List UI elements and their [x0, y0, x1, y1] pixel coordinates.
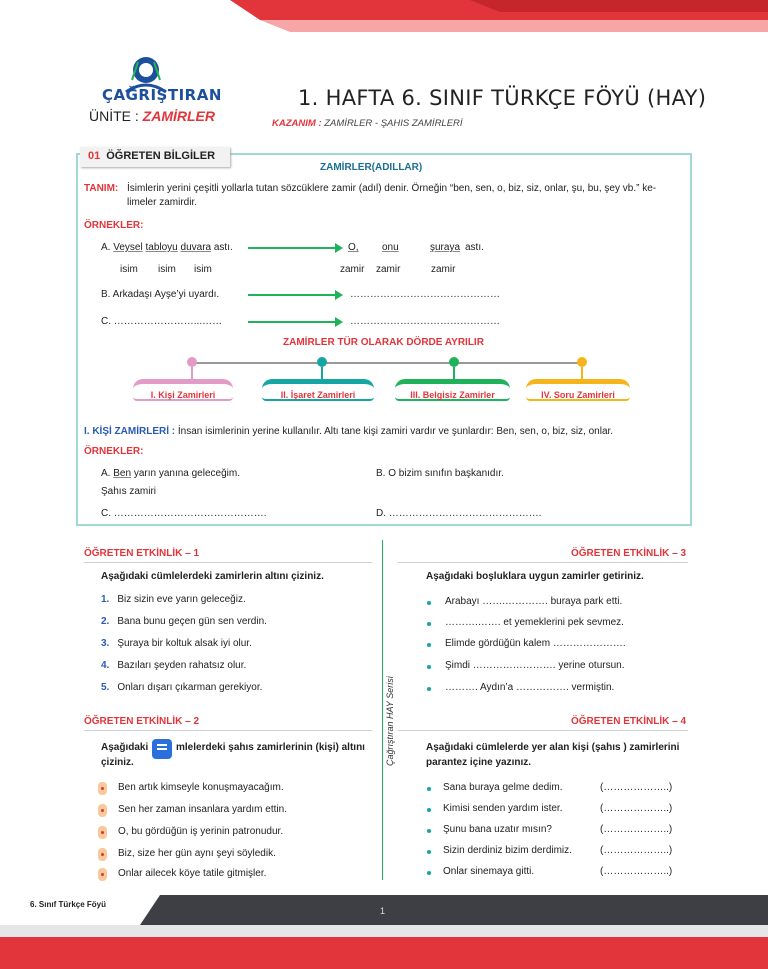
kisi-label: I. KİŞİ ZAMİRLERİ :	[84, 426, 176, 437]
kisi-example-a-rest: yarın yanına geleceğim.	[133, 468, 240, 479]
act2-instruction-c: çiziniz.	[101, 757, 134, 768]
bullet-icon	[427, 643, 431, 647]
act4-instruction-a: Aşağıdaki cümlelerde yer alan kişi (şahıs ) zamirlerini	[426, 742, 680, 753]
list-item: Arabayı …….…………. buraya park etti.	[445, 596, 623, 607]
list-item	[101, 660, 246, 671]
act1-instruction: Aşağıdaki cümlelerdeki zamirlerin altını çiziniz.	[101, 571, 324, 582]
arrow-c	[248, 321, 336, 323]
types-node	[317, 357, 327, 367]
example-a	[101, 242, 233, 253]
item-text: Biz sizin eve yarın geleceğiz.	[117, 594, 246, 605]
zamir-label: zamir	[340, 264, 365, 275]
column-divider	[382, 540, 383, 880]
types-node	[187, 357, 197, 367]
top-banner	[0, 0, 768, 32]
kazanim-label: KAZANIM :	[272, 118, 322, 129]
kisi-example-d: D. ……………………………………….	[376, 508, 542, 519]
example-c: C. ……………………...……	[101, 316, 223, 327]
list-item: Kimisi senden yardım ister.	[443, 803, 563, 814]
kisi-example-a-note: Şahıs zamiri	[101, 486, 157, 497]
list-item: Şimdi ……………………. yerine otursun.	[445, 660, 625, 671]
list-item: Elimde gördüğün kalem ………………….	[445, 638, 626, 649]
item-number: 3.	[101, 638, 110, 649]
kisi-paragraph	[84, 426, 684, 437]
page-title: 1. HAFTA 6. SINIF TÜRKÇE FÖYÜ (HAY)	[298, 86, 707, 110]
bullet-icon	[98, 782, 107, 795]
item-text: Bana bunu geçen gün sen verdin.	[117, 616, 267, 627]
zamir-label: zamir	[431, 264, 456, 275]
example-c-blank: ………………………………………	[350, 316, 500, 327]
act3-instruction: Aşağıdaki boşluklara uygun zamirler getiriniz.	[426, 571, 644, 582]
types-stem	[191, 367, 193, 379]
arrow-a	[248, 247, 336, 249]
vertical-series-text: Çağrıştıran HAY Serisi	[385, 676, 395, 766]
list-item: Ben artık kimseyle konuşmayacağım.	[118, 782, 284, 793]
bullet-icon	[427, 829, 431, 833]
type-pill-kisi: I. Kişi Zamirleri	[133, 379, 233, 401]
kisi-text: İnsan isimlerinin yerine kullanılır. Altı tane kişi zamiri vardır ve şunlardır: Ben, sen, o, biz, siz, onlar.	[177, 426, 614, 437]
kisi-example-b: B. O bizim sınıfın başkanıdır.	[376, 468, 504, 479]
type-pill-isaret: II. İşaret Zamirleri	[262, 379, 374, 401]
act2-instruction-b: mlelerdeki şahıs zamirlerinin (kişi) altını	[176, 742, 365, 753]
box-title: ZAMİRLER(ADILLAR)	[320, 162, 423, 173]
answer-blank: (………………..)	[600, 845, 673, 856]
act1-title: ÖĞRETEN ETKİNLİK – 1	[84, 548, 200, 559]
item-text: Şuraya bir koltuk alsak iyi olur.	[117, 638, 252, 649]
kisi-example-a-word: Ben	[113, 468, 132, 479]
bullet-icon	[427, 687, 431, 691]
tanim-label: TANIM:	[84, 183, 119, 194]
comment-icon[interactable]	[152, 739, 172, 759]
section-label: ÖĞRETEN BİLGİLER	[106, 150, 216, 162]
zamir-label: zamir	[376, 264, 401, 275]
act4-title: ÖĞRETEN ETKİNLİK – 4	[570, 716, 686, 727]
example-a-word: astı.	[213, 242, 233, 253]
example-b: B. Arkadaşı Ayşe’yi uyardı.	[101, 289, 220, 300]
bullet-icon	[98, 826, 107, 839]
item-number: 4.	[101, 660, 110, 671]
list-item: O, bu gördüğün iş yerinin patronudur.	[118, 826, 284, 837]
types-node	[577, 357, 587, 367]
act2-instruction-a: Aşağıdaki	[101, 742, 149, 753]
act3-title: ÖĞRETEN ETKİNLİK – 3	[570, 548, 686, 559]
example-a-word: Veysel	[113, 242, 143, 253]
example-b-blank: ………………………………………	[350, 289, 500, 300]
item-text: Bazıları şeyden rahatsız olur.	[117, 660, 247, 671]
example-a-result: astı.	[465, 242, 484, 253]
bullet-icon	[427, 787, 431, 791]
list-item: Onlar ailecek köye tatile gitmişler.	[118, 868, 267, 879]
list-item: Sana buraya gelme dedim.	[443, 782, 563, 793]
kazanim-value: ZAMİRLER - ŞAHIS ZAMİRLERİ	[324, 118, 463, 129]
list-item	[101, 682, 262, 693]
arrow-b	[248, 294, 336, 296]
answer-blank: (………………..)	[600, 803, 673, 814]
tanim-line2: limeler zamirdir.	[127, 197, 198, 208]
ornekler2-label: ÖRNEKLER:	[84, 446, 144, 457]
type-pill-soru: IV. Soru Zamirleri	[526, 379, 630, 401]
bullet-icon	[98, 868, 107, 881]
kisi-example-a-prefix: A.	[101, 468, 111, 479]
types-title: ZAMİRLER TÜR OLARAK DÖRDE AYRILIR	[283, 337, 484, 348]
example-a-prefix: A.	[101, 242, 111, 253]
isim-label: isim	[120, 264, 138, 275]
list-item: Biz, size her gün aynı şeyi söyledik.	[118, 848, 276, 859]
list-item	[101, 616, 267, 627]
types-node	[449, 357, 459, 367]
list-item: Sizin derdiniz bizim derdimiz.	[443, 845, 572, 856]
example-a-word: tabloyu	[145, 242, 178, 253]
page-number: 1	[380, 906, 386, 916]
logo-text: ÇAĞRIŞTIRAN	[102, 86, 222, 104]
bullet-icon	[427, 601, 431, 605]
example-a-result: şuraya	[430, 242, 461, 253]
section-number: 01	[88, 150, 101, 162]
section-tab	[80, 147, 230, 167]
bullet-icon	[427, 871, 431, 875]
bullet-icon	[427, 665, 431, 669]
types-stem	[321, 367, 323, 379]
list-item: Sen her zaman insanlara yardım ettin.	[118, 804, 287, 815]
example-a-result: O,	[348, 242, 359, 253]
type-pill-belgisiz: III. Belgisiz Zamirler	[395, 379, 510, 401]
types-connector	[192, 362, 582, 364]
kisi-example-a	[101, 468, 240, 479]
list-item	[101, 594, 246, 605]
item-text: Onları dışarı çıkarman gerekiyor.	[117, 682, 263, 693]
act3-divider	[398, 562, 688, 563]
act2-divider	[84, 730, 372, 731]
bullet-icon	[427, 622, 431, 626]
list-item: ……….……. et yemeklerini pek sevmez.	[445, 617, 624, 628]
item-number: 5.	[101, 682, 110, 693]
answer-blank: (………………..)	[600, 824, 673, 835]
list-item: ………. Aydın’a ……………. vermiştin.	[445, 682, 615, 693]
example-a-word: duvara	[180, 242, 212, 253]
example-a-result: onu	[382, 242, 399, 253]
act2-title: ÖĞRETEN ETKİNLİK – 2	[84, 716, 200, 727]
answer-blank: (………………..)	[600, 782, 673, 793]
ornekler-label: ÖRNEKLER:	[84, 220, 144, 231]
kazanim-line	[272, 118, 463, 129]
isim-label: isim	[158, 264, 176, 275]
item-number: 2.	[101, 616, 110, 627]
unite-label: ÜNİTE :	[89, 108, 139, 124]
footer-left-text: 6. Sınıf Türkçe Föyü	[30, 900, 107, 909]
list-item	[101, 638, 252, 649]
isim-label: isim	[194, 264, 212, 275]
answer-blank: (………………..)	[600, 866, 673, 877]
bullet-icon	[98, 848, 107, 861]
tanim-line1: İsimlerin yerini çeşitli yollarla tutan sözcüklere zamir (adıl) denir. Örneğin “ben, sen, o, biz, siz, onlar, şu, bu, şey vb.” ke-	[127, 183, 657, 194]
list-item: Onlar sinemaya gitti.	[443, 866, 535, 877]
act4-instruction-b: parantez içine yazınız.	[426, 757, 532, 768]
bullet-icon	[98, 804, 107, 817]
types-stem	[581, 367, 583, 379]
unite-value: ZAMİRLER	[142, 108, 215, 124]
kisi-example-c: C. ……………………………………….	[101, 508, 267, 519]
act1-divider	[84, 562, 372, 563]
bullet-icon	[427, 808, 431, 812]
unite-line	[89, 108, 215, 124]
types-stem	[453, 367, 455, 379]
list-item: Şunu bana uzatır mısın?	[443, 824, 552, 835]
bullet-icon	[427, 850, 431, 854]
item-number: 1.	[101, 594, 110, 605]
act4-divider	[398, 730, 688, 731]
